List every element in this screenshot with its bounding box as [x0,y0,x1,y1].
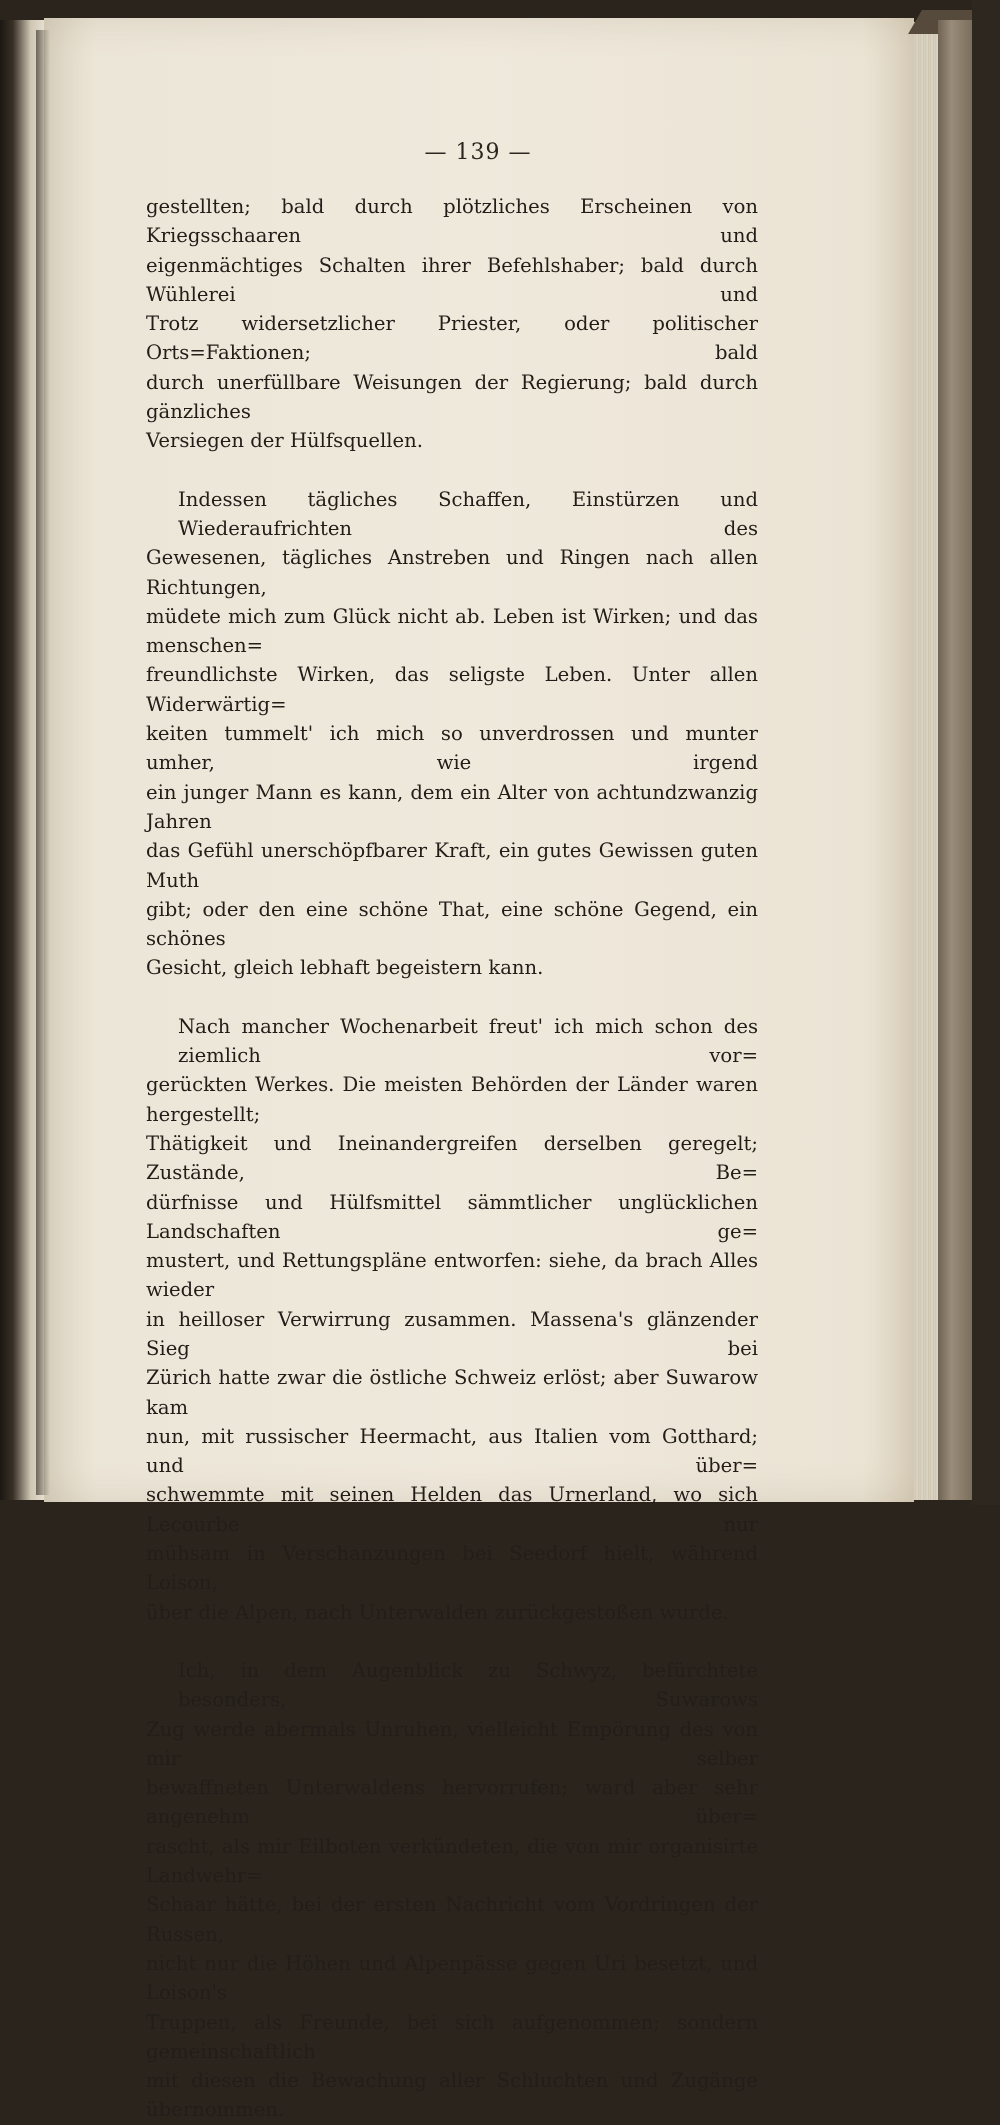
text-line: gestellten; bald durch plötzliches Erscheinen von Kriegsschaaren und [146,195,758,248]
text-line: nun, mit russischer Heermacht, aus Italien vom Gotthard; und über= [146,1424,758,1478]
text-line: in heilloser Verwirrung zusammen. Massena's glänzender Sieg bei [146,1307,758,1360]
text-line: Indessen tägliches Schaffen, Einstürzen und Wiederaufrichten des [178,487,758,540]
text-line: dürfnisse und Hülfsmittel sämmtlicher unglücklichen Landschaften ge= [146,1190,758,1243]
text-line: über die Alpen, nach Unterwalden zurückgestoßen wurde. [146,1600,729,1624]
text-line: Trotz widersetzlicher Priester, oder politischer Orts=Faktionen; bald [146,312,758,365]
text-line: ein junger Mann es kann, dem ein Alter von achtundzwanzig Jahren [146,780,758,833]
text-line: keiten tummelt' ich mich so unverdrossen und munter umher, wie irgend [146,722,758,775]
page-stack-edge [914,22,938,1500]
paragraph-4 [146,1656,758,2125]
text-line: freundlichste Wirken, das seligste Leben. Unter allen Widerwärtig= [146,663,758,716]
text-line: Gewesenen, tägliches Anstreben und Ringen nach allen Richtungen, [146,546,758,599]
text-line: durch unerfüllbare Weisungen der Regierung; bald durch gänzliches [146,370,758,424]
background-right [972,0,1000,1505]
text-line: nicht nur die Höhen und Alpenpässe gegen Uri besetzt, und Loison's [146,1951,758,2005]
text-line: das Gefühl unerschöpfbarer Kraft, ein gutes Gewissen guten Muth [146,839,758,892]
paragraph-2 [146,485,758,983]
text-line: Gesicht, gleich lebhaft begeistern kann. [146,956,544,980]
text-line: mustert, und Rettungspläne entworfen: siehe, da brach Alles wieder [146,1249,758,1302]
text-line: Zürich hatte zwar die östliche Schweiz erlöst; aber Suwarow kam [146,1366,758,1419]
spine-shadow [36,30,50,1495]
text-line: rascht, als mir Eilboten verkündeten, die von mir organisirte Landwehr= [146,1834,758,1888]
text-line: müdete mich zum Glück nicht ab. Leben ist Wirken; und das menschen= [146,604,758,658]
text-line: bewaffneten Unterwaldens hervorrufen; ward aber sehr angenehm über= [146,1776,758,1829]
paragraph-3 [146,1012,758,1627]
text-line: schwemmte mit seinen Helden das Urnerland, wo sich Lecourbe nur [146,1483,758,1536]
text-line: mühsam in Verschanzungen bei Seedorf hielt, während Loison, [146,1542,758,1595]
text-line: Ich, in dem Augenblick zu Schwyz, befürchtete besonders, Suwarows [178,1658,758,1712]
text-line: Nach mancher Wochenarbeit freut' ich mich schon des ziemlich vor= [178,1014,758,1068]
text-line: Zug werde abermals Unruhen, vielleicht Empörung des von mir selber [146,1717,758,1770]
text-line: Truppen, als Freunde, bei sich aufgenommen; sondern gemeinschaftlich [146,2010,758,2063]
text-line: Schaar hätte, bei der ersten Nachricht vom Vordringen der Russen, [146,1893,758,1946]
book-cover-edge [938,20,972,1500]
text-line: gibt; oder den eine schöne That, eine schöne Gegend, ein schönes [146,897,758,951]
text-line: Thätigkeit und Ineinandergreifen derselben geregelt; Zustände, Be= [146,1131,758,1185]
paragraph-1 [146,192,758,456]
text-line: eigenmächtiges Schalten ihrer Befehlshaber; bald durch Wühlerei und [146,253,758,306]
text-line: Versiegen der Hülfsquellen. [146,429,423,453]
text-line: mit diesen die Bewachung aller Schluchten und Zugänge übernommen. [146,2069,758,2122]
body-text [146,192,758,2125]
text-line: gerückten Werkes. Die meisten Behörden der Länder waren hergestellt; [146,1073,758,1126]
page-number: — 139 — [424,140,532,165]
